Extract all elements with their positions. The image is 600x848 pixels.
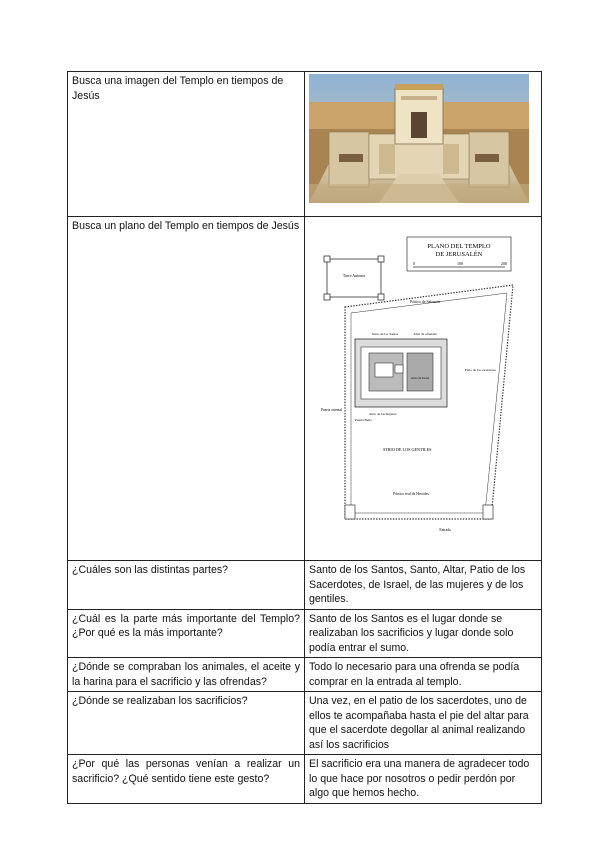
label-bella: Puerta Bella: [355, 418, 372, 422]
question-cell: [68, 217, 305, 561]
label-portico-real: Pórtico real de Herodes: [393, 492, 429, 496]
question-cell: [68, 609, 305, 658]
label-israel: Atrio de Israel: [410, 376, 430, 380]
answer-text: Una vez, en el patio de los sacerdotes, uno de ellos te acompañaba hasta el pie del altar para que el sacerdote degollar al animal realizando así los sacrificios: [309, 695, 529, 751]
question-text: ¿Dónde se realizaban los sacrificios?: [72, 695, 248, 707]
answer-cell: [305, 755, 542, 804]
label-torre: Torre Antonia: [342, 273, 366, 278]
question-cell: [68, 692, 305, 755]
scale-100: 100: [457, 261, 463, 266]
scale-0: 0: [413, 261, 415, 266]
answer-cell: [305, 692, 542, 755]
table-row: [68, 561, 542, 610]
question-cell: [68, 755, 305, 804]
question-cell: [68, 72, 305, 217]
label-mujeres: Atrio de las mujeres: [369, 412, 397, 416]
answer-cell: [305, 561, 542, 610]
temple-plan: [315, 229, 535, 539]
table-row: [68, 692, 542, 755]
answer-text: Santo de los Santos es el lugar donde se realizaban los sacrificios y lugar donde solo podía entrar el sumo.: [309, 612, 514, 654]
label-porch: Pórtico de Salomón: [410, 300, 440, 304]
table-row: [68, 217, 542, 561]
image-cell: [305, 72, 542, 217]
plan-cell: [305, 217, 542, 561]
table-row: [68, 755, 542, 804]
label-oriental: Puerta oriental: [321, 408, 343, 412]
plan-title-2: DE JERUSALÉN: [435, 251, 483, 258]
table-row: [68, 609, 542, 658]
label-sacerdotes: Patio de los sacerdotes: [465, 368, 496, 372]
scale-200: 200: [501, 261, 507, 266]
question-cell: [68, 561, 305, 610]
question-text: Busca un plano del Templo en tiempos de Jesús: [72, 220, 300, 232]
question-text: ¿Dónde se compraban los animales, el aceite y la harina para el sacrificio y las ofrendas?: [72, 661, 300, 688]
plan-title-1: PLANO DEL TEMPLO: [427, 243, 491, 250]
answer-cell: [305, 658, 542, 692]
table-row: [68, 72, 542, 217]
answer-cell: [305, 609, 542, 658]
answer-text: Todo lo necesario para una ofrenda se podía comprar en la entrada al templo.: [309, 661, 520, 688]
label-gentiles: ATRIO DE LOS GENTILES: [382, 447, 432, 452]
label-altar: Altar de ofrendas: [413, 332, 437, 336]
question-text: ¿Por qué las personas venían a realizar un sacrificio? ¿Qué sentido tiene este gesto?: [72, 758, 300, 785]
answer-text: El sacrificio era una manera de agradecer todo lo que hace por nosotros o pedir perdón por algo que hemos hecho.: [309, 758, 530, 799]
label-santo: Santo de los Santos: [371, 332, 399, 336]
table-row: [68, 658, 542, 692]
label-entrada: Entrada: [439, 528, 451, 532]
answer-text: Santo de los Santos, Santo, Altar, Patio de los Sacerdotes, de Israel, de las mujeres y de los gentiles.: [309, 564, 526, 605]
temple-photo: [309, 74, 529, 203]
question-text: ¿Cuál es la parte más importante del Templo? ¿Por qué es la más importante?: [72, 612, 300, 639]
question-cell: [68, 658, 305, 692]
worksheet-table: [67, 71, 542, 804]
question-text: ¿Cuáles son las distintas partes?: [72, 564, 229, 576]
question-text: Busca una imagen del Templo en tiempos de Jesús: [72, 75, 284, 102]
